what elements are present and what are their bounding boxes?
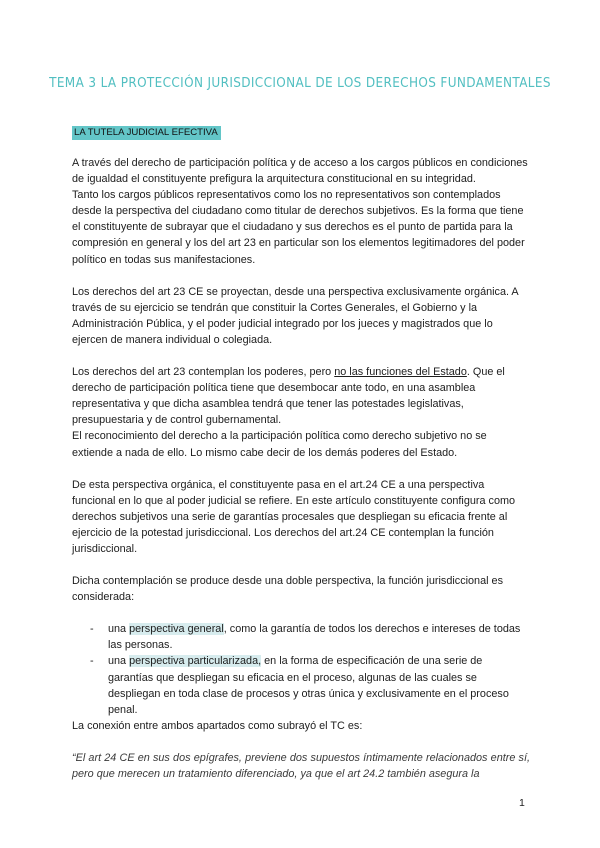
- paragraph-4: [72, 364, 530, 428]
- list-item-text: en la forma de especificación de una serie de garantías que despliegan su eficacia en el proceso, algunas de las cuales se despliegan en toda clase de procesos y otras única y exclusivamente en el proceso penal.: [108, 655, 509, 716]
- paragraph-4-end: . Que el derecho de participación política tiene que desembocar ante todo, en una asamblea representativa y que dicha asamblea tendrá que tener las potestades legislativas, presupuestaria y de control gubernamental.: [72, 366, 505, 427]
- highlighted-phrase: perspectiva general: [129, 623, 224, 636]
- list-item-text: una: [108, 623, 130, 636]
- tc-quote: “El art 24 CE en sus dos epígrafes, previene dos supuestos íntimamente relacionados entre sí, pero que merecen un tratamiento diferenciado, ya que el art 24.2 también asegura la: [72, 751, 530, 780]
- paragraph-4-start: Los derechos del art 23 contemplan los poderes, pero: [72, 366, 335, 379]
- document-title: TEMA 3 LA PROTECCIÓN JURISDICCIONAL DE LOS DERECHOS FUNDAMENTALES: [49, 76, 551, 91]
- paragraph-6: De esta perspectiva orgánica, el constituyente pasa en el art.24 CE a una perspectiva funcional en lo que al poder judicial se refiere. En este artículo constituyente configura como derechos subjetivos una serie de garantías procesales que despliegan su eficacia frente al ejercicio de la potestad jurisdiccional. Los derechos del art.24 CE contemplan la función jurisdiccional.: [72, 478, 516, 555]
- underlined-phrase: no las funciones del Estado: [334, 366, 467, 379]
- paragraph-2: Tanto los cargos públicos representativos como los no representativos son contemplados desde la perspectiva del ciudadano como titular de derechos subjetivos. Es la forma que tiene el constituyente de subrayar que el ciudadano y sus derechos es el punto de partida para la compresión en general y los del art 23 en particular son los elementos legitimadores del poder político en todas sus manifestaciones.: [72, 189, 525, 266]
- paragraph-3: Los derechos del art 23 CE se proyectan, desde una perspectiva exclusivamente orgánica. A través de su ejercicio se tendrán que constituir la Cortes Generales, el Gobierno y la Administración Pública, y el poder judicial integrado por los jueces y magistrados que lo ejercen de manera individual o colegiada.: [72, 285, 519, 346]
- highlighted-phrase: perspectiva particularizada,: [129, 655, 262, 668]
- paragraph-8: La conexión entre ambos apartados como subrayó el TC es:: [72, 719, 363, 732]
- paragraph-7: Dicha contemplación se produce desde una doble perspectiva, la función jurisdiccional es considerada:: [72, 575, 503, 604]
- perspective-list: [72, 621, 530, 718]
- paragraph-1: A través del derecho de participación política y de acceso a los cargos públicos en condiciones de igualdad el constituyente prefigura la arquitectura constitucional en su integridad.: [72, 157, 528, 186]
- section-heading: LA TUTELA JUDICIAL EFECTIVA: [72, 126, 221, 140]
- paragraph-5: El reconocimiento del derecho a la participación política como derecho subjetivo no se extiende a nada de ello. Lo mismo cabe decir de los demás poderes del Estado.: [72, 430, 487, 459]
- document-body: [72, 155, 530, 782]
- list-item-text: una: [108, 655, 130, 668]
- list-item: [90, 621, 530, 653]
- page-number: 1: [519, 797, 525, 809]
- list-item-text: , como la garantía de todos los derechos e intereses de todas las personas.: [108, 623, 521, 652]
- list-item: [90, 653, 530, 717]
